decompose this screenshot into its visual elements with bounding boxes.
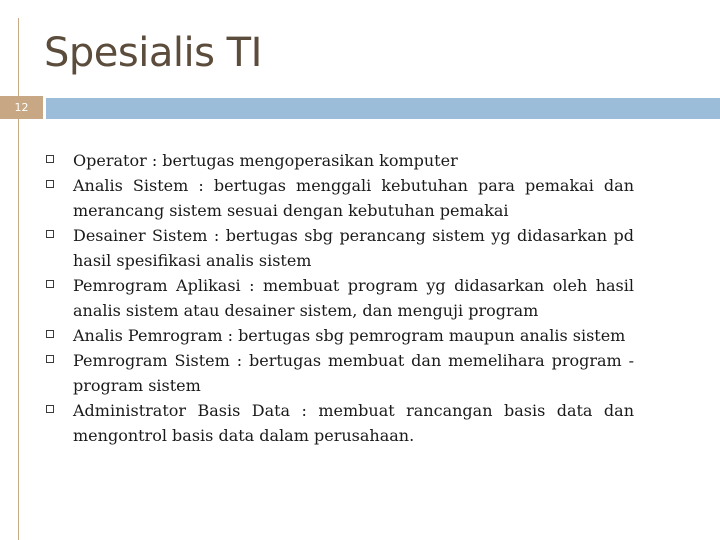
hollow-square-bullet-icon: [46, 405, 54, 413]
list-item-text: Pemrogram Sistem : bertugas membuat dan memelihara program -program sistem: [73, 351, 634, 395]
bullet-list: [44, 148, 634, 448]
hollow-square-bullet-icon: [46, 155, 54, 163]
slide-number: 12: [0, 96, 43, 119]
list-item-text: Desainer Sistem : bertugas sbg perancang sistem yg didasarkan pd hasil spesifikasi analis sistem: [73, 226, 634, 270]
list-item-text: Analis Pemrogram : bertugas sbg pemrogram maupun analis sistem: [73, 326, 626, 345]
hollow-square-bullet-icon: [46, 355, 54, 363]
list-item: [44, 273, 634, 323]
list-item: [44, 398, 634, 448]
slide-title: Spesialis TI: [44, 30, 262, 76]
hollow-square-bullet-icon: [46, 230, 54, 238]
hollow-square-bullet-icon: [46, 280, 54, 288]
list-item: [44, 173, 634, 223]
list-item: [44, 223, 634, 273]
list-item-text: Administrator Basis Data : membuat rancangan basis data dan mengontrol basis data dalam perusahaan.: [73, 401, 634, 445]
list-item: [44, 148, 634, 173]
list-item-text: Analis Sistem : bertugas menggali kebutuhan para pemakai dan merancang sistem sesuai dengan kebutuhan pemakai: [73, 176, 634, 220]
list-item-text: Pemrogram Aplikasi : membuat program yg didasarkan oleh hasil analis sistem atau desainer sistem, dan menguji program: [73, 276, 634, 320]
list-item-text: Operator : bertugas mengoperasikan komputer: [73, 151, 458, 170]
list-item: [44, 348, 634, 398]
list-item: [44, 323, 634, 348]
hollow-square-bullet-icon: [46, 330, 54, 338]
header-band: [46, 98, 720, 119]
hollow-square-bullet-icon: [46, 180, 54, 188]
